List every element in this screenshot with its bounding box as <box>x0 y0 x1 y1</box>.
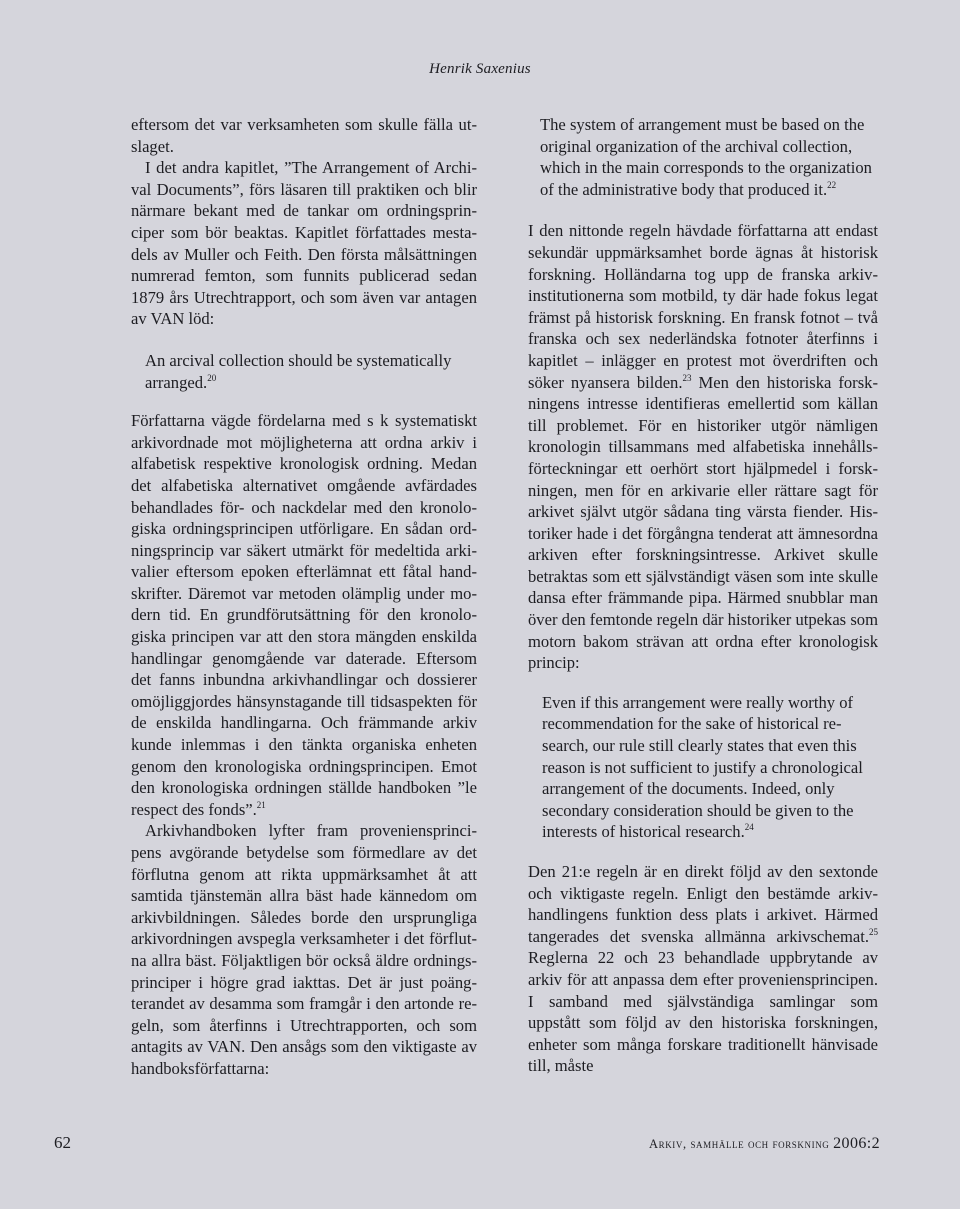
paragraph <box>131 410 477 820</box>
page-number: 62 <box>54 1133 71 1152</box>
journal-issue: 2006:2 <box>833 1135 880 1152</box>
journal-title: Arkiv, samhälle och forskning <box>648 1137 834 1151</box>
paragraph-text: Den 21:e regeln är en direkt följd av den sextonde och viktigaste regeln. Enligt den bestämde arkivhandlingens funktion dess plats i arkivet. Härmed tangerades det svenska allmänna arkivschemat. <box>528 862 878 946</box>
footnote-ref: 22 <box>827 179 837 190</box>
left-column <box>131 114 477 1080</box>
footnote-ref: 23 <box>682 372 692 383</box>
footnote-ref: 24 <box>744 822 754 833</box>
running-head: Henrik Saxenius <box>429 61 531 77</box>
paragraph <box>528 861 878 1077</box>
right-column <box>528 114 878 1077</box>
paragraph <box>528 220 878 673</box>
paragraph: I det andra kapitlet, ”The Arrangement of Archival Documents”, förs läsaren till praktiken och blir närmare bekant med de tankar om ordningsprinciper som bör beaktas. Kapitlet författades mestadels av Muller och Feith. Den första målsättningen numrerad femton, som funnits publicerad sedan 1879 års Utrechtrapport, och som även var antagen av VAN löd: <box>131 158 477 329</box>
paragraph: eftersom det var verksamheten som skulle fälla utslaget. <box>131 115 477 156</box>
paragraph-text: Författarna vägde fördelarna med s k systematiskt arkivordnade mot möjligheterna att ordna arkiv i alfabetisk respektive kronologisk ordning. Medan det alfabetiska alternativet omgående avfärdades behandlades för- och nackdelar med den kronologiska ordningsprincipen utförligare. En sådan ordningsprincip var säkert utmärkt för medeltida arkivalier eftersom epoken efterlämnat ett fåtal handskrifter. Däremot var metoden olämplig under modern tid. En grundförutsättning för den kronologiska principen var att den stora mängden enskilda handlingar genomgående var daterade. Eftersom det fanns inbundna arkivhandlingar och dossierer omöjliggjordes hänsynstagande till tidsaspekten för de enskilda handlingarna. Och främmande arkiv kunde inlemmas i den tänkta organiska enheten genom den kronologiska ordningsprincipen. Emot den kronologiska ordningen ställde handboken ”le respect des fonds”. <box>131 411 477 819</box>
block-quote <box>145 350 477 393</box>
block-quote <box>540 114 878 200</box>
journal-footer <box>649 1135 880 1153</box>
quote-text: An arcival collection should be systematically arranged. <box>145 350 452 392</box>
footnote-ref: 25 <box>869 926 878 937</box>
paragraph: Arkivhandboken lyfter fram proveniensprincipens avgörande betydelse som förmedlare av det förflutna genom att rikta uppmärksamhet åt att samtida tjänstemän allra bäst hade kännedom om arkivbildningen. Således borde den ursprungliga arkivordningen avspegla verksamheter i det förflutna allra bäst. Följaktligen bör också äldre ordningsprinciper i högre grad iakttas. Det är just poängterandet av desamma som framgår i den artonde regeln, som återfinns i Utrechtrapporten, och som antagits av VAN. Den ansågs som den viktigaste av handboksförfattarna: <box>131 821 477 1078</box>
block-quote <box>542 692 864 843</box>
footnote-ref: 21 <box>256 799 266 810</box>
quote-text: Even if this arrangement were really worthy of recommendation for the sake of historical research, our rule still clearly states that even this reason is not sufficient to justify a chronological arrangement of the documents. Indeed, only secondary consideration should be given to the interests of historical research. <box>542 692 863 842</box>
paragraph-text: Reglerna 22 och 23 behandlade uppbrytande av arkiv för att anpassa dem efter proveniensprincipen. I samband med självständiga samlingar som uppstått som följd av den historiska forskningen, enheter som många forskare traditionellt hänvisade till, måste <box>528 948 878 1076</box>
quote-text: The system of arrangement must be based on the original organization of the archival collection, which in the main corresponds to the organization of the administrative body that produced it. <box>540 115 872 199</box>
paragraph-text: I den nittonde regeln hävdade författarna att endast sekundär uppmärksamhet borde ägnas åt historisk forskning. Holländarna tog upp de franska arkivinstitutionerna som motbild, ty där hade fokus legat främst på historisk forskning. En fransk fotnot – två franska och sex nederländska fotnoter återfinns i kapitlet – inlägger en protest mot överdriften och söker nyansera bilden. <box>528 221 878 392</box>
paragraph-text: Men den historiska forskningens intresse identifieras emellertid som källan till problemet. För en historiker utgör nämligen kronologin tillsammans med alfabetiska innehållsförteckningar ett oerhört stort hjälpmedel i forskningen, men för en arkivarie eller rättare sagt för arkivet självt utgör sådana ting värsta fiender. Historiker hade i det förgångna tenderat att ämnesordna arkiven efter forskningsintresse. Arkivet skulle betraktas som ett självständigt väsen som inte skulle dansa efter främmande pipa. Härmed snubblar man över den femtonde regeln där historiker utpekas som motorn bakom strävan att ordna efter kronologisk princip: <box>528 372 878 673</box>
footnote-ref: 20 <box>207 372 217 383</box>
